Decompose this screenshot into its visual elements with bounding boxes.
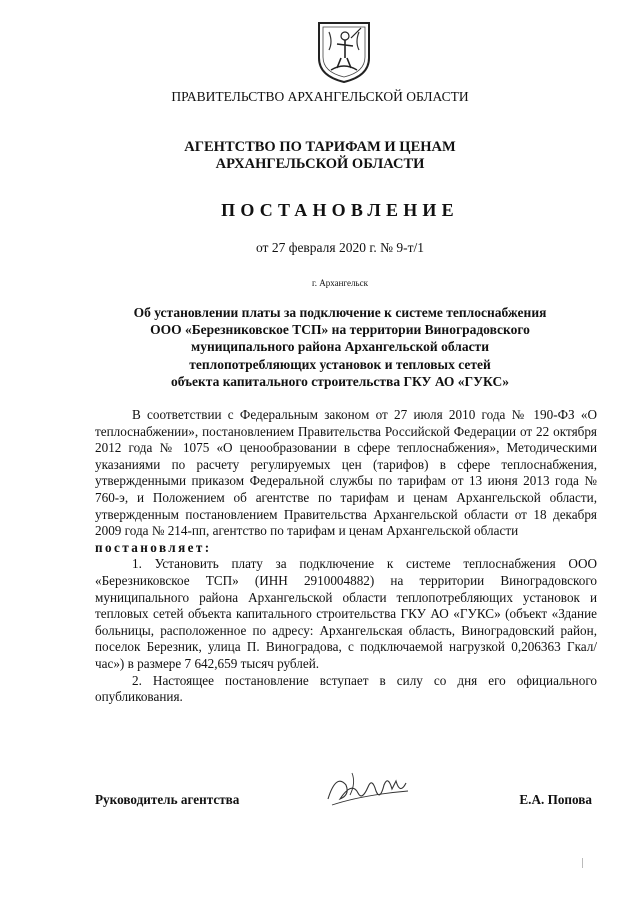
document-body [95, 407, 597, 706]
scan-artifact [582, 858, 583, 868]
agency-name-line1: АГЕНТСТВО ПО ТАРИФАМ И ЦЕНАМ [184, 139, 456, 155]
resolves-heading: постановляет: [95, 539, 212, 555]
government-header: ПРАВИТЕЛЬСТВО АРХАНГЕЛЬСКОЙ ОБЛАСТИ [171, 89, 469, 104]
item-1-paragraph: 1. Установить плату за подключение к системе теплоснабжения ООО «Березниковское ТСП» (ИНН 2910004882) на территории Виноградовского муниципального района Архангельской области теплопотребляющих установок и тепловых сетей объекта капитального строительства ГКУ АО «ГУКС» (объект «Здание больницы, расположенное по адресу: Архангельская область, Виноградовский район, поселок Березник, улица П. Виноградова, с подключаемой нагрузкой 0,206363 Гкал/час») в размере 7 642,659 тысяч рублей. [95, 556, 597, 671]
document-type-title: ПОСТАНОВЛЕНИЕ [221, 200, 459, 220]
document-subject [0, 304, 640, 390]
item-2-paragraph: 2. Настоящее постановление вступает в силу со дня его официального опубликования. [95, 672, 597, 705]
subject-line: муниципального района Архангельской области [191, 339, 489, 355]
agency-name-line2: АРХАНГЕЛЬСКОЙ ОБЛАСТИ [215, 156, 425, 172]
subject-line: ООО «Березниковское ТСП» на территории Виноградовского [150, 322, 530, 338]
signatory-position: Руководитель агентства [95, 792, 240, 807]
handwritten-signature [322, 765, 414, 813]
agency-name [0, 139, 640, 173]
document-city: г. Архангельск [312, 278, 368, 288]
subject-line: Об установлении платы за подключение к системе теплоснабжения [133, 305, 547, 320]
signatory-name: Е.А. Попова [519, 792, 592, 807]
subject-line: теплопотребляющих установок и тепловых сетей [189, 356, 491, 372]
preamble-paragraph: В соответствии с Федеральным законом от 27 июля 2010 года № 190-ФЗ «О теплоснабжении», постановлением Правительства Российской Федерации от 22 октября 2012 года № 1075 «О ценообразовании в сфере теплоснабжения», Методическими указаниями по расчету регулируемых цен (тарифов) в сфере теплоснабжения, утвержденными приказом Федеральной службы по тарифам от 13 июня 2013 года № 760-э, и Положением об агентстве по тарифам и ценам Архангельской области, утвержденным постановлением Правительства Архангельской области от 18 декабря 2009 года № 214-пп, агентство по тарифам и ценам Архангельской области [95, 407, 597, 539]
coat-of-arms-emblem [315, 20, 373, 84]
document-date-number: от 27 февраля 2020 г. № 9-т/1 [255, 240, 425, 255]
subject-line: объекта капитального строительства ГКУ АО «ГУКС» [171, 373, 509, 389]
